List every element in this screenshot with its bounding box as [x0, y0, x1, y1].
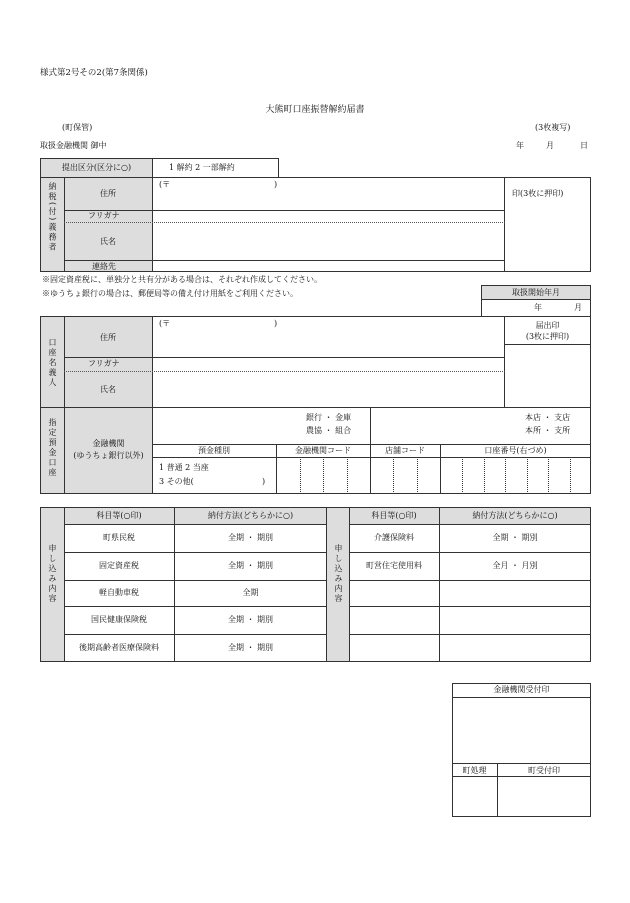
bank-code-digit-1[interactable]: [300, 457, 301, 494]
app-left-row-2-method[interactable]: 全期 ・ 期別: [227, 561, 274, 570]
app-left-row-4-method[interactable]: 全期 ・ 期別: [227, 615, 274, 624]
app-left-col-subject: 科目等(○印): [96, 511, 142, 520]
app-left-row-4-subject[interactable]: 国民健康保険税: [91, 615, 147, 624]
app-right-row-1-method[interactable]: 全期 ・ 期別: [492, 533, 538, 542]
taxpayer-postal-suffix: ): [274, 180, 278, 189]
app-left-col-method: 納付方法(どちらかに○): [207, 511, 294, 520]
deposit-option-2[interactable]: 3 その他(: [159, 477, 194, 486]
app-right-row-1-subject[interactable]: 介護保険料: [374, 533, 414, 542]
date-month-label: 月: [546, 141, 554, 150]
app-left-row-1-subject[interactable]: 町県民税: [103, 533, 135, 542]
account-holder-furigana-label: フリガナ: [88, 359, 120, 368]
application-group-right-label: 申し込み内容: [334, 544, 343, 604]
bank-inst-sub: (ゆうちょ銀行以外): [73, 451, 144, 460]
branch-types-2: 本所 ・ 支所: [525, 426, 571, 435]
app-left-row-1-method[interactable]: 全期 ・ 期別: [227, 533, 274, 542]
branch-code-digit-2[interactable]: [417, 457, 418, 494]
account-holder-seal-sub: (3枚に押印): [525, 332, 570, 341]
bank-group-label: 指定預金口座: [48, 418, 57, 478]
start-date-label: 取扱開始年月: [512, 288, 560, 297]
start-date-year: 年: [534, 303, 542, 312]
col-branch-code: 店舗コード: [385, 446, 425, 455]
bank-code-digit-2[interactable]: [323, 457, 324, 494]
branch-types-1: 本店 ・ 支店: [525, 413, 571, 422]
town-receipt-stamp-area[interactable]: [499, 778, 589, 815]
town-receipt-stamp-label: 町受付印: [528, 766, 560, 775]
taxpayer-group-label: 納税(付)義務者: [48, 182, 57, 253]
account-holder-postal-suffix: ): [274, 319, 278, 328]
submission-label-cell: [40, 158, 153, 178]
account-holder-group-label: 口座名義人: [48, 338, 57, 388]
account-digit-1[interactable]: [462, 457, 463, 494]
col-deposit-type: 預金種別: [198, 446, 230, 455]
submission-label: 提出区分(区分に○): [61, 163, 132, 172]
app-left-row-5-method[interactable]: 全期 ・ 期別: [227, 643, 274, 652]
application-table: [40, 507, 591, 662]
account-holder-furigana-field[interactable]: [156, 359, 502, 370]
bank-types-1: 銀行 ・ 金庫: [306, 413, 352, 422]
app-right-col-subject: 科目等(○印): [371, 511, 417, 520]
start-date-month: 月: [574, 303, 582, 312]
app-left-row-5-subject[interactable]: 後期高齢者医療保険料: [79, 643, 159, 652]
addressee: 取扱金融機関 御中: [40, 141, 107, 150]
branch-name-field[interactable]: [373, 408, 521, 442]
town-process-label: 町処理: [462, 766, 487, 775]
bank-types-2: 農協 ・ 組合: [306, 426, 352, 435]
note-japan-post: ※ゆうちょ銀行の場合は、郵便局等の備え付け用紙をご利用ください。: [42, 289, 298, 298]
taxpayer-furigana-label: フリガナ: [88, 211, 120, 220]
bank-code-digit-3[interactable]: [347, 457, 348, 494]
bank-receipt-stamp-area[interactable]: [454, 699, 589, 761]
taxpayer-contact-label: 連絡先: [92, 262, 116, 271]
application-group-left-label: 申し込み内容: [48, 544, 57, 604]
submission-options: 1 解約 2 一部解約: [169, 163, 235, 172]
account-holder-name-field[interactable]: [156, 373, 502, 407]
account-digit-3[interactable]: [505, 457, 506, 494]
start-date-box: [481, 285, 591, 317]
app-left-row-3-subject[interactable]: 軽自動車税: [99, 588, 139, 597]
date-year-label: 年: [516, 141, 524, 150]
form-title: 大熊町口座振替解約届書: [265, 105, 365, 115]
town-process-area[interactable]: [454, 778, 495, 815]
account-holder-seal-label: 届出印: [535, 321, 560, 330]
account-digit-6[interactable]: [570, 457, 571, 494]
bank-receipt-stamp-label: 金融機関受付印: [493, 685, 550, 694]
deposit-option-2-close: ): [262, 477, 266, 486]
copies-label: (3枚複写): [535, 123, 571, 132]
account-digit-4[interactable]: [527, 457, 528, 494]
note-joint-ownership: ※固定資産税に、単独分と共有分がある場合は、それぞれ作成してください。: [42, 275, 322, 284]
taxpayer-name-label: 氏名: [100, 237, 116, 246]
deposit-option-1[interactable]: 1 普通 2 当座: [159, 463, 209, 472]
account-digit-5[interactable]: [548, 457, 549, 494]
taxpayer-postal-prefix: (〒: [159, 180, 171, 189]
taxpayer-name-field[interactable]: [156, 224, 502, 259]
date-day-label: 日: [580, 141, 588, 150]
col-bank-code: 金融機関コード: [295, 446, 351, 455]
taxpayer-furigana-field[interactable]: [156, 211, 502, 221]
bank-inst-label: 金融機関: [92, 439, 125, 448]
form-number: 様式第2号その2(第7条関係): [40, 68, 148, 78]
account-holder-name-label: 氏名: [100, 385, 116, 394]
taxpayer-contact-field[interactable]: [156, 261, 502, 271]
submission-options-cell[interactable]: [152, 158, 279, 178]
bank-name-field[interactable]: [156, 408, 368, 442]
app-left-row-2-subject[interactable]: 固定資産税: [99, 561, 139, 570]
app-left-row-3-method[interactable]: 全期: [242, 588, 259, 597]
account-holder-address-field[interactable]: [156, 317, 502, 356]
taxpayer-address-label: 住所: [100, 189, 116, 198]
taxpayer-address-field[interactable]: [156, 178, 502, 209]
app-right-col-method: 納付方法(どちらかに○): [472, 511, 558, 520]
branch-code-digit-1[interactable]: [393, 457, 394, 494]
app-right-row-2-method[interactable]: 全月 ・ 月別: [492, 561, 538, 570]
office-copy-label: (町保管): [62, 123, 93, 132]
account-holder-postal-prefix: (〒: [159, 319, 171, 328]
account-digit-2[interactable]: [484, 457, 485, 494]
col-account-number: 口座番号(右づめ): [484, 446, 547, 455]
taxpayer-seal-label: 印(3枚に押印): [512, 189, 564, 198]
app-right-row-2-subject[interactable]: 町営住宅使用料: [366, 561, 422, 570]
account-holder-address-label: 住所: [100, 333, 116, 342]
